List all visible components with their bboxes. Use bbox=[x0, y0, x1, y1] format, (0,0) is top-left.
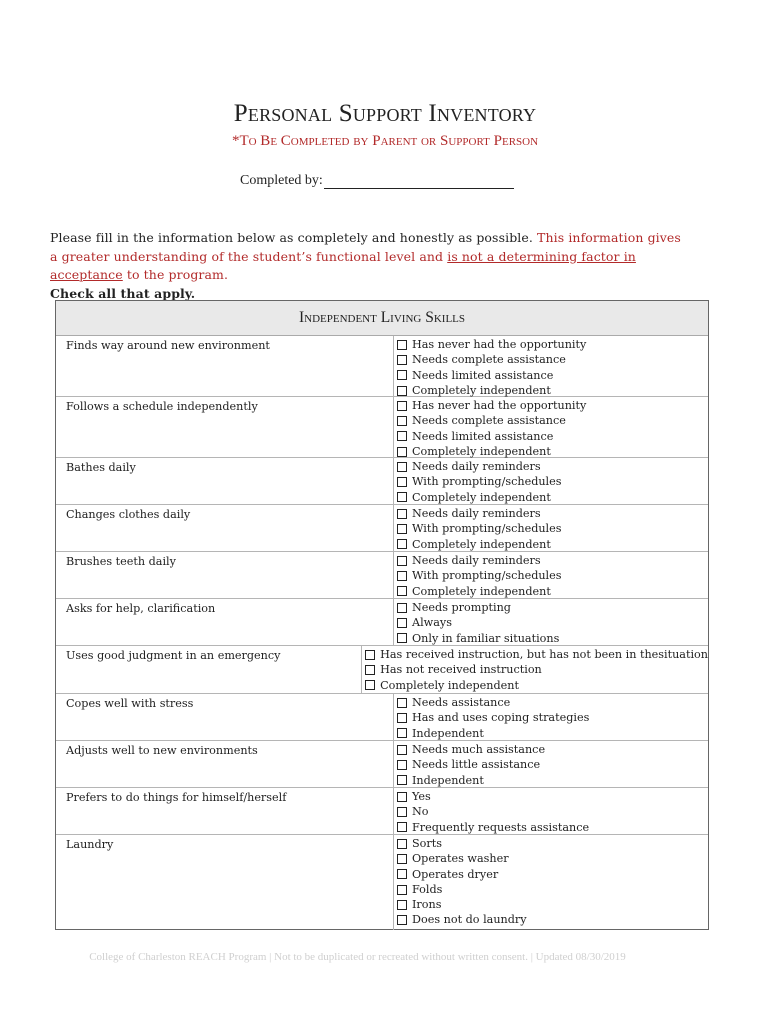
option-label: Completely independent bbox=[412, 383, 551, 397]
option-label: Operates washer bbox=[412, 852, 509, 866]
option-item[interactable] bbox=[365, 678, 708, 693]
option-item[interactable] bbox=[397, 429, 708, 444]
checkbox-icon[interactable] bbox=[397, 698, 407, 708]
option-label: Needs prompting bbox=[412, 601, 511, 614]
option-item[interactable] bbox=[397, 474, 708, 489]
option-label: Independent bbox=[412, 773, 484, 787]
option-label: Needs limited assistance bbox=[412, 368, 554, 382]
checkbox-icon[interactable] bbox=[397, 839, 407, 849]
page-footer: College of Charleston REACH Program | Not to be duplicated or recreated without written consent. | Updated 08/30/2019 bbox=[89, 951, 626, 963]
intro-text-1: Please fill in the information below as completely and honestly as possible. bbox=[50, 230, 538, 245]
checkbox-icon[interactable] bbox=[397, 713, 407, 723]
checkbox-icon[interactable] bbox=[397, 633, 407, 643]
option-item[interactable] bbox=[397, 444, 708, 459]
skill-options bbox=[394, 741, 708, 787]
table-row bbox=[56, 505, 708, 552]
option-item[interactable] bbox=[365, 647, 708, 662]
option-label: Frequently requests assistance bbox=[412, 820, 590, 834]
checkbox-icon[interactable] bbox=[365, 650, 375, 660]
checkbox-icon[interactable] bbox=[397, 869, 407, 879]
table-row bbox=[56, 336, 708, 397]
option-item[interactable] bbox=[397, 584, 708, 599]
option-label: Has received instruction, but has not been in thesituation bbox=[380, 648, 708, 661]
skill-question: Uses good judgment in an emergency bbox=[56, 646, 362, 693]
checkbox-icon[interactable] bbox=[397, 524, 407, 534]
checkbox-icon[interactable] bbox=[397, 509, 407, 519]
checkbox-icon[interactable] bbox=[397, 854, 407, 864]
option-item[interactable] bbox=[397, 631, 708, 646]
skill-options bbox=[394, 694, 708, 740]
option-label: Has never had the opportunity bbox=[412, 399, 587, 412]
skill-options bbox=[394, 397, 708, 457]
checkbox-icon[interactable] bbox=[397, 556, 407, 566]
option-item[interactable] bbox=[365, 662, 708, 677]
option-label: Has never had the opportunity bbox=[412, 338, 587, 351]
checkbox-icon[interactable] bbox=[397, 807, 407, 817]
checkbox-icon[interactable] bbox=[397, 603, 407, 613]
completed-by-field bbox=[240, 173, 514, 189]
option-item[interactable] bbox=[397, 352, 708, 367]
option-label: Completely independent bbox=[380, 678, 519, 692]
option-label: Completely independent bbox=[412, 444, 551, 458]
option-item[interactable] bbox=[397, 710, 708, 725]
intro-text-2: This information gives a greater understanding of the student’s functional level and bbox=[50, 230, 681, 264]
option-label: Needs daily reminders bbox=[412, 507, 541, 520]
skill-options bbox=[362, 646, 708, 693]
option-label: With prompting/schedules bbox=[412, 569, 562, 583]
option-label: Folds bbox=[412, 882, 443, 896]
checkbox-icon[interactable] bbox=[397, 401, 407, 411]
checkbox-icon[interactable] bbox=[397, 447, 407, 457]
checkbox-icon[interactable] bbox=[397, 539, 407, 549]
checkbox-icon[interactable] bbox=[365, 665, 375, 675]
checkbox-icon[interactable] bbox=[397, 571, 407, 581]
completed-by-input[interactable] bbox=[324, 174, 514, 189]
checkbox-icon[interactable] bbox=[397, 355, 407, 365]
option-item[interactable] bbox=[397, 742, 708, 757]
option-item[interactable] bbox=[397, 882, 708, 897]
option-label: Only in familiar situations bbox=[412, 631, 560, 645]
checkbox-icon[interactable] bbox=[397, 760, 407, 770]
checkbox-icon[interactable] bbox=[397, 822, 407, 832]
checkbox-icon[interactable] bbox=[397, 915, 407, 925]
option-item[interactable] bbox=[397, 568, 708, 583]
option-item[interactable] bbox=[397, 398, 708, 413]
checkbox-icon[interactable] bbox=[397, 745, 407, 755]
option-label: Always bbox=[412, 616, 452, 630]
skill-options bbox=[394, 599, 708, 645]
table-row bbox=[56, 397, 708, 458]
checkbox-icon[interactable] bbox=[397, 416, 407, 426]
checkbox-icon[interactable] bbox=[397, 431, 407, 441]
skill-question: Prefers to do things for himself/herself bbox=[56, 788, 394, 834]
option-label: With prompting/schedules bbox=[412, 475, 562, 489]
option-item[interactable] bbox=[397, 836, 708, 851]
option-item[interactable] bbox=[397, 383, 708, 398]
checkbox-icon[interactable] bbox=[397, 586, 407, 596]
skill-question: Finds way around new environment bbox=[56, 336, 394, 396]
option-item[interactable] bbox=[397, 600, 708, 615]
option-label: Does not do laundry bbox=[412, 913, 527, 927]
checkbox-icon[interactable] bbox=[397, 792, 407, 802]
option-item[interactable] bbox=[397, 553, 708, 568]
table-row bbox=[56, 694, 708, 741]
checkbox-icon[interactable] bbox=[365, 680, 375, 690]
option-label: Has and uses coping strategies bbox=[412, 711, 590, 725]
table-row bbox=[56, 599, 708, 646]
option-label: Needs daily reminders bbox=[412, 554, 541, 567]
option-item[interactable] bbox=[397, 615, 708, 630]
checkbox-icon[interactable] bbox=[397, 885, 407, 895]
skill-question: Follows a schedule independently bbox=[56, 397, 394, 457]
option-item[interactable] bbox=[397, 897, 708, 912]
option-item[interactable] bbox=[397, 490, 708, 505]
option-label: Independent bbox=[412, 726, 484, 740]
option-label: Needs complete assistance bbox=[412, 353, 566, 367]
completed-by-label: Completed by: bbox=[240, 173, 323, 188]
option-item[interactable] bbox=[397, 867, 708, 882]
checkbox-icon[interactable] bbox=[397, 775, 407, 785]
option-label: Needs assistance bbox=[412, 696, 511, 709]
skill-question: Asks for help, clarification bbox=[56, 599, 394, 645]
section-header: Independent Living Skills bbox=[56, 301, 708, 336]
option-item[interactable] bbox=[397, 413, 708, 428]
option-item[interactable] bbox=[397, 521, 708, 536]
option-item[interactable] bbox=[397, 337, 708, 352]
table-row bbox=[56, 741, 708, 788]
checkbox-icon[interactable] bbox=[397, 477, 407, 487]
skills-table bbox=[55, 300, 709, 930]
option-item[interactable] bbox=[397, 506, 708, 521]
checkbox-icon[interactable] bbox=[397, 340, 407, 350]
checkbox-icon[interactable] bbox=[397, 618, 407, 628]
table-row bbox=[56, 646, 708, 694]
intro-instruction: Check all that apply. bbox=[50, 285, 196, 301]
option-label: Completely independent bbox=[412, 490, 551, 504]
option-item[interactable] bbox=[397, 851, 708, 866]
checkbox-icon[interactable] bbox=[397, 492, 407, 502]
option-item[interactable] bbox=[397, 773, 708, 788]
skill-options bbox=[394, 336, 708, 396]
skill-options bbox=[394, 835, 708, 930]
skill-question: Bathes daily bbox=[56, 458, 394, 504]
option-item[interactable] bbox=[397, 459, 708, 474]
option-label: Yes bbox=[412, 790, 431, 803]
option-label: No bbox=[412, 805, 429, 819]
page-subtitle: *To Be Completed by Parent or Support Person bbox=[231, 133, 539, 149]
option-label: Has not received instruction bbox=[380, 663, 542, 677]
option-label: Needs little assistance bbox=[412, 758, 541, 772]
option-item[interactable] bbox=[397, 804, 708, 819]
option-item[interactable] bbox=[397, 789, 708, 804]
skill-question: Brushes teeth daily bbox=[56, 552, 394, 598]
option-label: Needs limited assistance bbox=[412, 429, 554, 443]
checkbox-icon[interactable] bbox=[397, 462, 407, 472]
option-item[interactable] bbox=[397, 820, 708, 835]
skill-question: Adjusts well to new environments bbox=[56, 741, 394, 787]
option-label: Needs much assistance bbox=[412, 743, 546, 756]
checkbox-icon[interactable] bbox=[397, 900, 407, 910]
option-item[interactable] bbox=[397, 368, 708, 383]
table-row bbox=[56, 458, 708, 505]
skill-question: Laundry bbox=[56, 835, 394, 930]
table-row bbox=[56, 835, 708, 930]
checkbox-icon[interactable] bbox=[397, 728, 407, 738]
option-label: With prompting/schedules bbox=[412, 522, 562, 536]
table-row bbox=[56, 552, 708, 599]
checkbox-icon[interactable] bbox=[397, 386, 407, 396]
option-label: Sorts bbox=[412, 837, 442, 850]
option-item[interactable] bbox=[397, 757, 708, 772]
option-label: Completely independent bbox=[412, 537, 551, 551]
option-item[interactable] bbox=[397, 912, 708, 927]
option-item[interactable] bbox=[397, 695, 708, 710]
table-row bbox=[56, 788, 708, 835]
skill-question: Copes well with stress bbox=[56, 694, 394, 740]
option-label: Needs daily reminders bbox=[412, 460, 541, 473]
skills-rows bbox=[56, 336, 708, 930]
option-label: Irons bbox=[412, 898, 442, 912]
option-label: Needs complete assistance bbox=[412, 414, 566, 428]
option-label: Operates dryer bbox=[412, 867, 499, 881]
option-label: Completely independent bbox=[412, 584, 551, 598]
intro-text-3: is not a determining factor in acceptance bbox=[50, 248, 636, 282]
page-title: Personal Support Inventory bbox=[233, 100, 537, 127]
option-item[interactable] bbox=[397, 726, 708, 741]
skill-options bbox=[394, 458, 708, 504]
skill-options bbox=[394, 505, 708, 551]
intro-text-4: to the program. bbox=[122, 267, 229, 282]
intro-paragraph bbox=[50, 229, 690, 303]
skill-question: Changes clothes daily bbox=[56, 505, 394, 551]
option-item[interactable] bbox=[397, 537, 708, 552]
skill-options bbox=[394, 788, 708, 834]
skill-options bbox=[394, 552, 708, 598]
checkbox-icon[interactable] bbox=[397, 370, 407, 380]
